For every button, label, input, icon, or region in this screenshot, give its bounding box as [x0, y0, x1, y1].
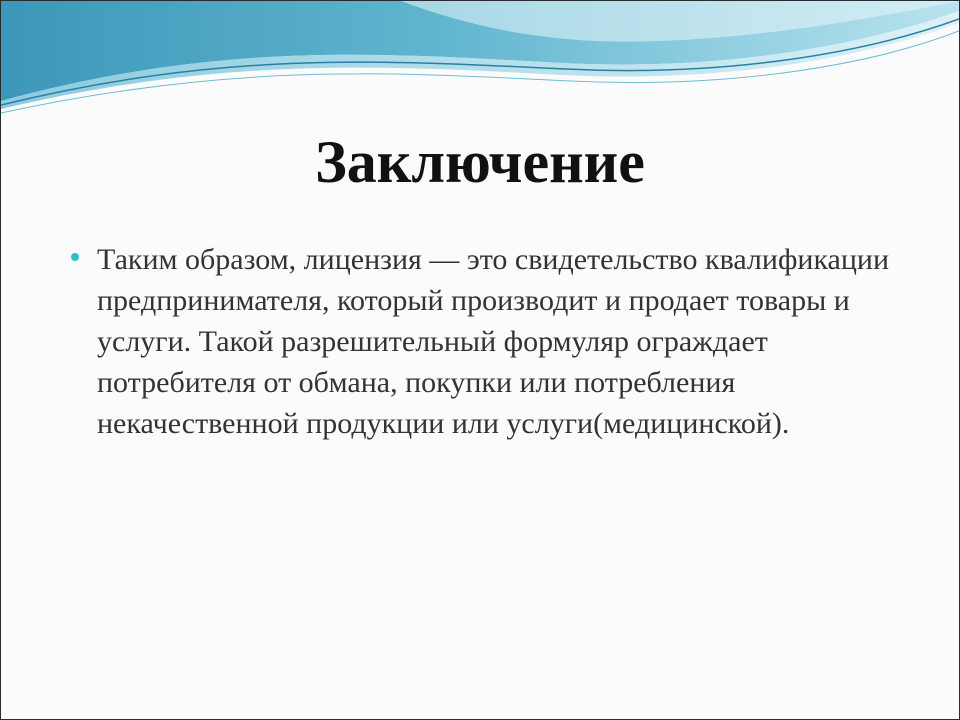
wave-decoration — [1, 1, 959, 121]
bullet-dot-icon — [71, 253, 79, 261]
bullet-item — [71, 239, 901, 444]
bullet-list — [71, 239, 901, 444]
bullet-text: Таким образом, лицензия — это свидетельство квалификации предпринимателя, который производит и продает товары и услуги. Такой разрешительный формуляр ограждает потребителя от обмана, покупки или потребления некачественной продукции или услуги(медицинской). — [97, 243, 890, 440]
slide-title: Заключение — [315, 129, 645, 195]
